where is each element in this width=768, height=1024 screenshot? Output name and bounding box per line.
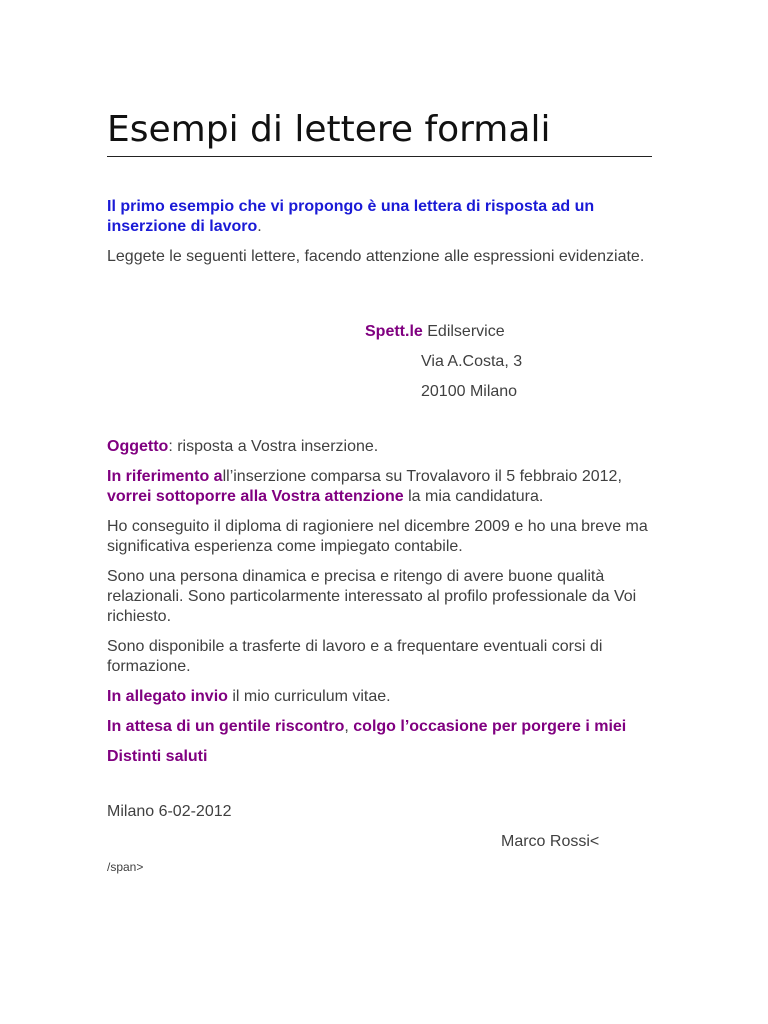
reference-text: ll’inserzione comparsa su Trovalavoro il 5 febbraio 2012, [222,468,622,485]
address-salutation: Spett.le [365,323,423,340]
reference-bold: In riferimento a [107,468,223,485]
date-line: Milano 6-02-2012 [107,803,232,820]
closing-salutation: Distinti saluti [107,748,208,765]
awaiting-comma: , [344,718,354,735]
subject-text: : risposta a Vostra inserzione. [168,438,379,455]
subject-line [107,437,652,457]
address-city: 20100 Milano [421,383,518,400]
paragraph-availability: Sono disponibile a trasferte di lavoro e a frequentare eventuali corsi di formazione. [107,638,603,675]
attachment-bold: In allegato invio [107,688,228,705]
awaiting-bold-occasion: colgo l’occasione per porgere i miei [353,718,627,735]
paragraph-attachment [107,687,652,707]
intro-highlight: Il primo esempio che vi propongo è una lettera di risposta ad un inserzione di lavoro [107,198,595,235]
stray-markup-text: /span> [107,860,144,874]
page-title: Esempi di lettere formali [107,108,652,157]
paragraph-diploma: Ho conseguito il diploma di ragioniere nel dicembre 2009 e ho una breve ma significativa esperienza come impiegato contabile. [107,518,648,555]
subject-label: Oggetto [107,438,169,455]
paragraph-awaiting [107,717,652,737]
reference-bold-attention: vorrei sottoporre alla Vostra attenzione [107,488,404,505]
address-recipient [365,322,505,342]
instructions-paragraph: Leggete le seguenti lettere, facendo attenzione alle espressioni evidenziate. [107,248,645,265]
reference-text-end: la mia candidatura. [403,488,544,505]
paragraph-personality: Sono una persona dinamica e precisa e ritengo di avere buone qualità relazionali. Sono particolarmente interessato al profilo professionale da Voi richiesto. [107,568,637,625]
intro-period: . [257,218,262,235]
awaiting-bold: In attesa di un gentile riscontro [107,718,345,735]
paragraph-reference [107,467,652,507]
intro-paragraph [107,197,652,237]
attachment-text: il mio curriculum vitae. [227,688,391,705]
signature: Marco Rossi< [501,833,600,850]
address-company: Edilservice [422,323,505,340]
address-street: Via A.Costa, 3 [421,353,523,370]
